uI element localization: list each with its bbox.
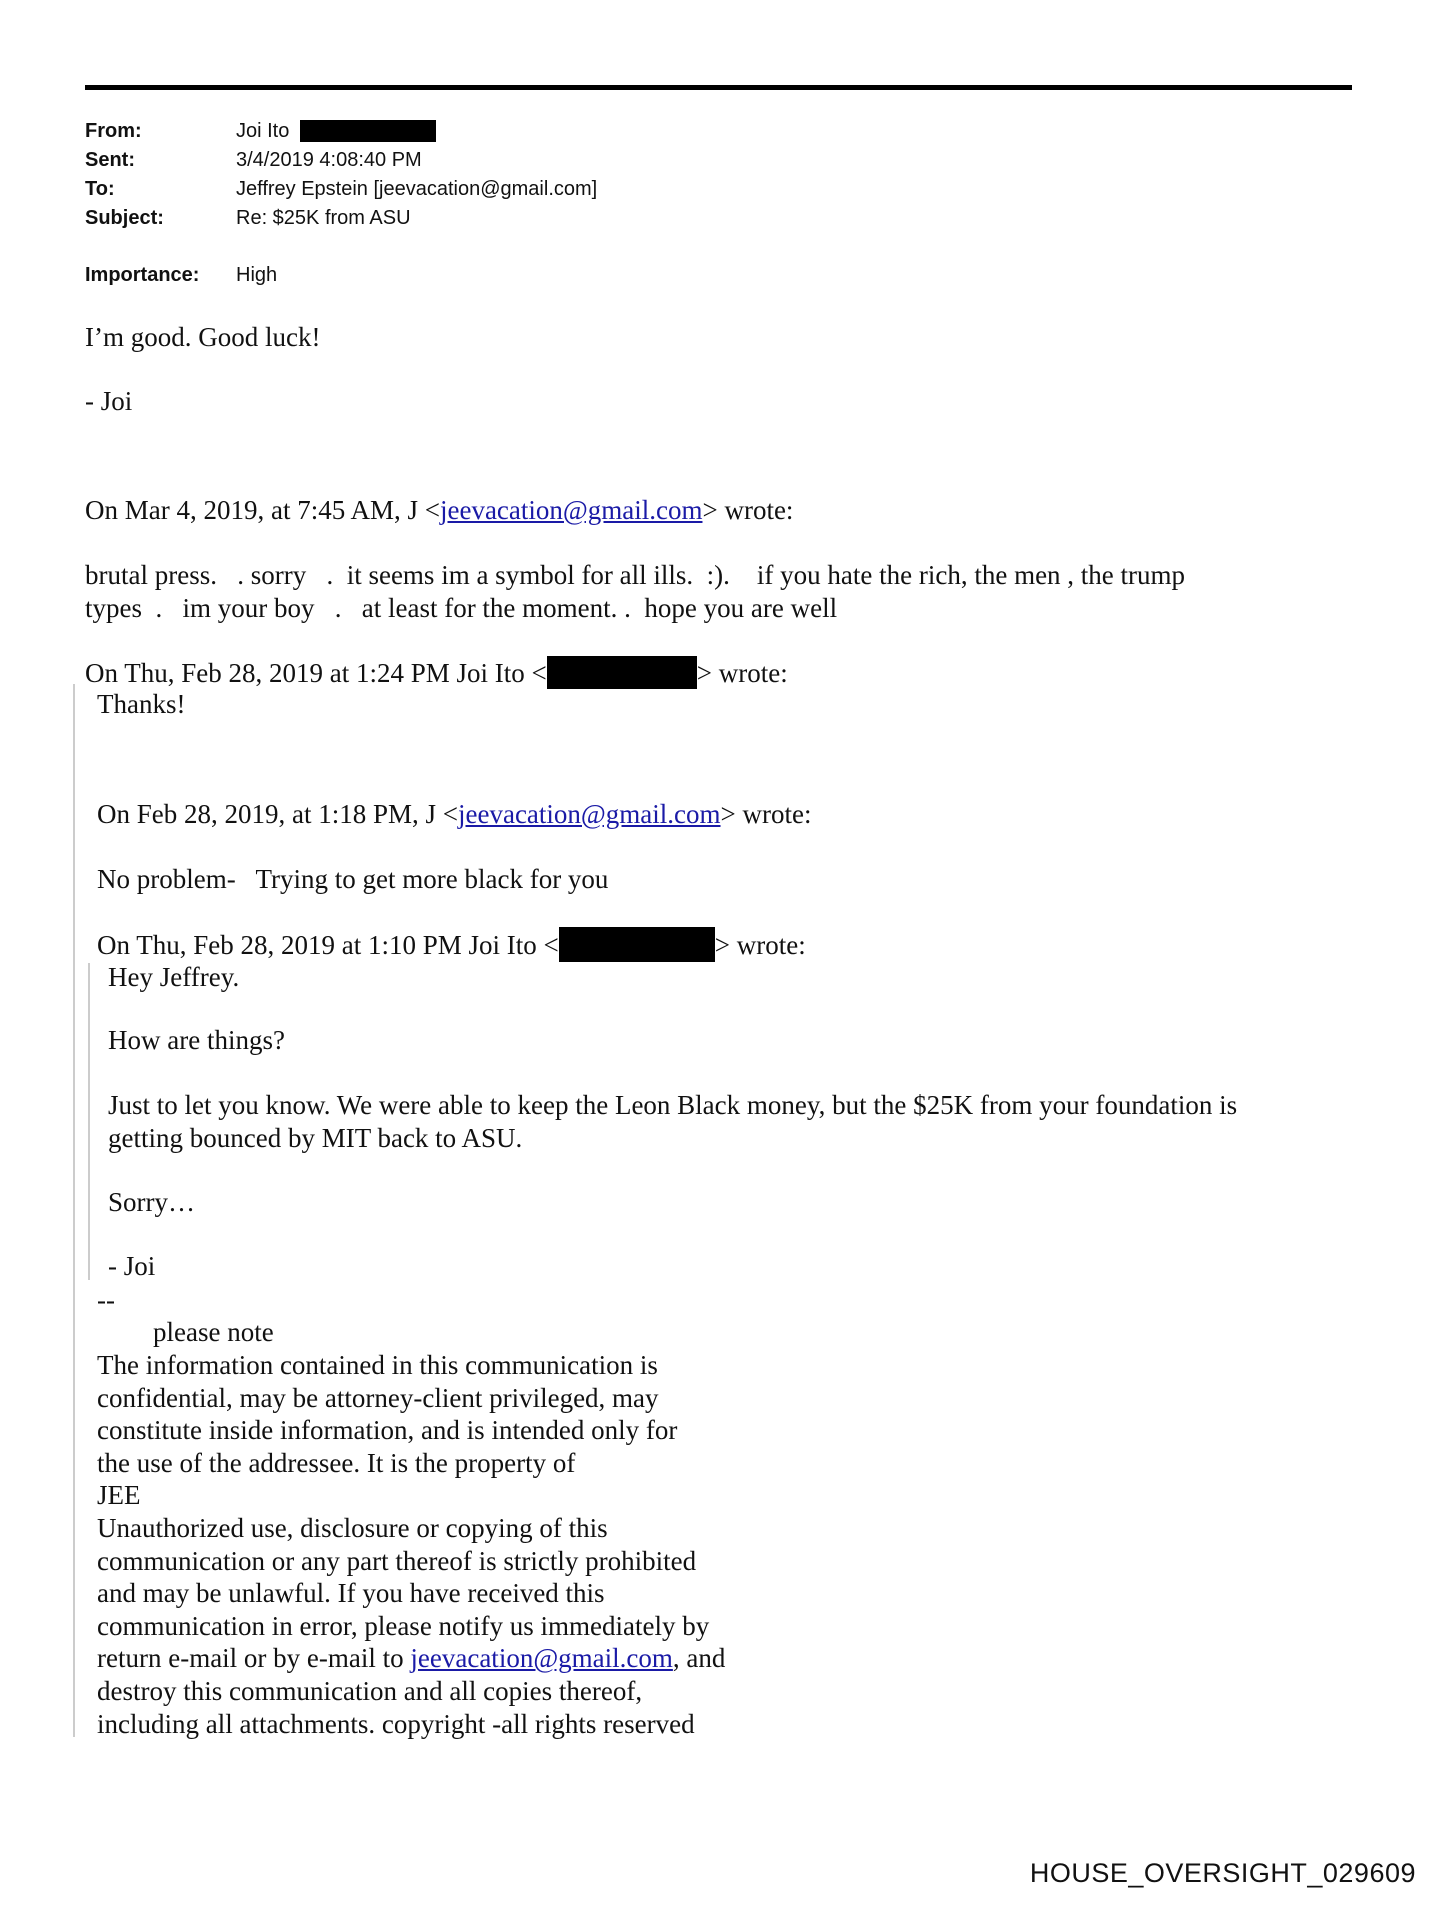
disclaimer-line: Unauthorized use, disclosure or copying of this: [97, 1512, 608, 1543]
msg2-intro: On Mar 4, 2019, at 7:45 AM, J <jeevacation@gmail.com> wrote:: [85, 495, 794, 525]
importance-value: High: [236, 264, 278, 286]
disclaimer-line: The information contained in this communication is: [97, 1350, 658, 1380]
bates-number: HOUSE_OVERSIGHT_029609: [1029, 1858, 1416, 1888]
redaction-box: [300, 120, 436, 142]
top-rule: [85, 85, 1352, 90]
email-link[interactable]: jeevacation@gmail.com: [458, 799, 721, 829]
importance-label: Importance:: [85, 264, 200, 286]
msg5-line: getting bounced by MIT back to ASU.: [108, 1123, 523, 1153]
disclaimer-line: the use of the addressee. It is the property of: [97, 1447, 576, 1478]
msg5-intro: On Thu, Feb 28, 2019 at 1:10 PM Joi Ito < > wrote:: [97, 927, 806, 962]
reply-text: I’m good. Good luck!: [85, 322, 321, 352]
disclaimer-separator: --: [97, 1285, 115, 1315]
msg4-line: No problem- Trying to get more black for you: [97, 864, 609, 894]
disclaimer-line: confidential, may be attorney-client privileged, may: [97, 1382, 659, 1413]
disclaimer-line: constitute inside information, and is intended only for: [97, 1415, 678, 1446]
disclaimer-line: and may be unlawful. If you have received this: [97, 1578, 605, 1609]
msg5-line: How are things?: [108, 1025, 285, 1055]
disclaimer-line: communication in error, please notify us immediately by: [97, 1610, 710, 1641]
email-link[interactable]: jeevacation@gmail.com: [410, 1643, 673, 1674]
to-value: Jeffrey Epstein [jeevacation@gmail.com]: [236, 178, 598, 200]
from-label: From:: [85, 120, 142, 142]
from-value: Joi Ito: [236, 120, 290, 142]
disclaimer-title: please note: [153, 1317, 274, 1347]
msg2-line: types . im your boy . at least for the moment. . hope you are well: [85, 593, 838, 623]
sent-value: 3/4/2019 4:08:40 PM: [236, 149, 422, 171]
disclaimer-line: communication or any part thereof is strictly prohibited: [97, 1545, 697, 1576]
subject-label: Subject:: [85, 207, 164, 229]
redaction-box: [559, 927, 715, 962]
redaction-box: [547, 656, 697, 689]
msg3-line: Thanks!: [97, 689, 186, 719]
msg2-line: brutal press. . sorry . it seems im a symbol for all ills. :). if you hate the rich, the men , the trump: [85, 560, 1186, 590]
to-label: To:: [85, 178, 115, 200]
disclaimer-line: including all attachments. copyright -all rights reserved: [97, 1708, 695, 1739]
disclaimer-body: [97, 1349, 725, 1740]
msg5-signature: - Joi: [108, 1251, 156, 1281]
disclaimer-line: JEE: [97, 1480, 141, 1511]
msg5-line: Sorry…: [108, 1187, 195, 1217]
disclaimer-line: return e-mail or by e-mail to jeevacation@gmail.com, and: [97, 1643, 726, 1674]
msg4-intro: On Feb 28, 2019, at 1:18 PM, J <jeevacation@gmail.com> wrote:: [97, 799, 812, 829]
msg3-intro: On Thu, Feb 28, 2019 at 1:24 PM Joi Ito < > wrote:: [85, 658, 788, 688]
subject-value: Re: $25K from ASU: [236, 207, 411, 229]
sent-label: Sent:: [85, 149, 135, 171]
msg5-line: Just to let you know. We were able to keep the Leon Black money, but the $25K from your foundation is: [108, 1090, 1238, 1120]
msg5-greeting: Hey Jeffrey.: [108, 962, 240, 992]
quote-bar: [88, 963, 90, 1280]
disclaimer-line: destroy this communication and all copies thereof,: [97, 1675, 643, 1706]
reply-signature: - Joi: [85, 386, 133, 416]
email-link[interactable]: jeevacation@gmail.com: [439, 495, 703, 525]
quote-bar: [73, 684, 75, 1737]
